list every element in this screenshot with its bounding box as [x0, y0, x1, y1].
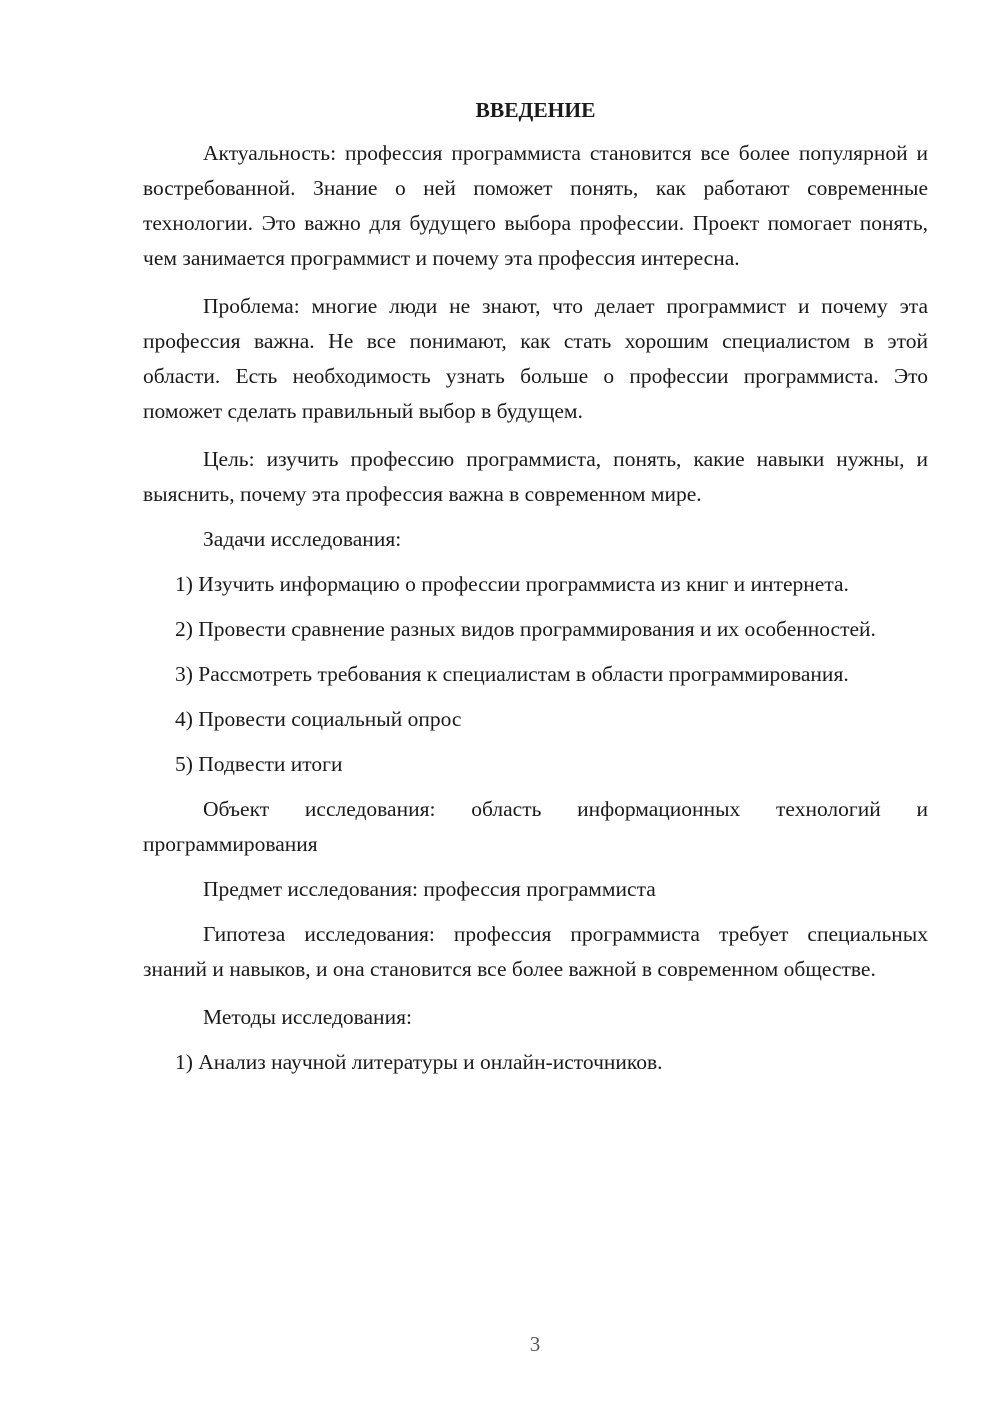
task-item: 3) Рассмотреть требования к специалистам в области программирования. — [175, 662, 849, 686]
hypothesis-paragraph: Гипотеза исследования: профессия программиста требует специальных знаний и навыков, и она становится все более важной в современном обществе. — [143, 922, 928, 981]
document-page — [143, 94, 928, 1080]
object-paragraph: Объект исследования: область информационных технологий и программирования — [143, 797, 928, 856]
relevance-paragraph: Актуальность: профессия программиста становится все более популярной и востребованной. Знание о ней поможет понять, как работают современные технологии. Это важно для будущего выбора профессии. Проект помогает понять, чем занимается программист и почему эта профессия интересна. — [143, 141, 928, 270]
subject-paragraph: Предмет исследования: профессия программиста — [203, 877, 656, 901]
task-item: 4) Провести социальный опрос — [175, 707, 462, 731]
tasks-heading: Задачи исследования: — [203, 527, 402, 551]
task-item: 1) Изучить информацию о профессии программиста из книг и интернета. — [175, 572, 849, 596]
problem-paragraph: Проблема: многие люди не знают, что делает программист и почему эта профессия важна. Не все понимают, как стать хорошим специалистом в этой области. Есть необходимость узнать больше о профессии программиста. Это поможет сделать правильный выбор в будущем. — [143, 294, 928, 423]
task-item: 2) Провести сравнение разных видов программирования и их особенностей. — [175, 617, 876, 641]
goal-paragraph: Цель: изучить профессию программиста, понять, какие навыки нужны, и выяснить, почему эта профессия важна в современном мире. — [143, 447, 928, 506]
method-item: 1) Анализ научной литературы и онлайн-источников. — [175, 1050, 663, 1074]
page-title: ВВЕДЕНИЕ — [475, 98, 596, 122]
methods-heading: Методы исследования: — [203, 1005, 412, 1029]
task-item: 5) Подвести итоги — [175, 752, 343, 776]
page-number: 3 — [529, 1332, 541, 1356]
